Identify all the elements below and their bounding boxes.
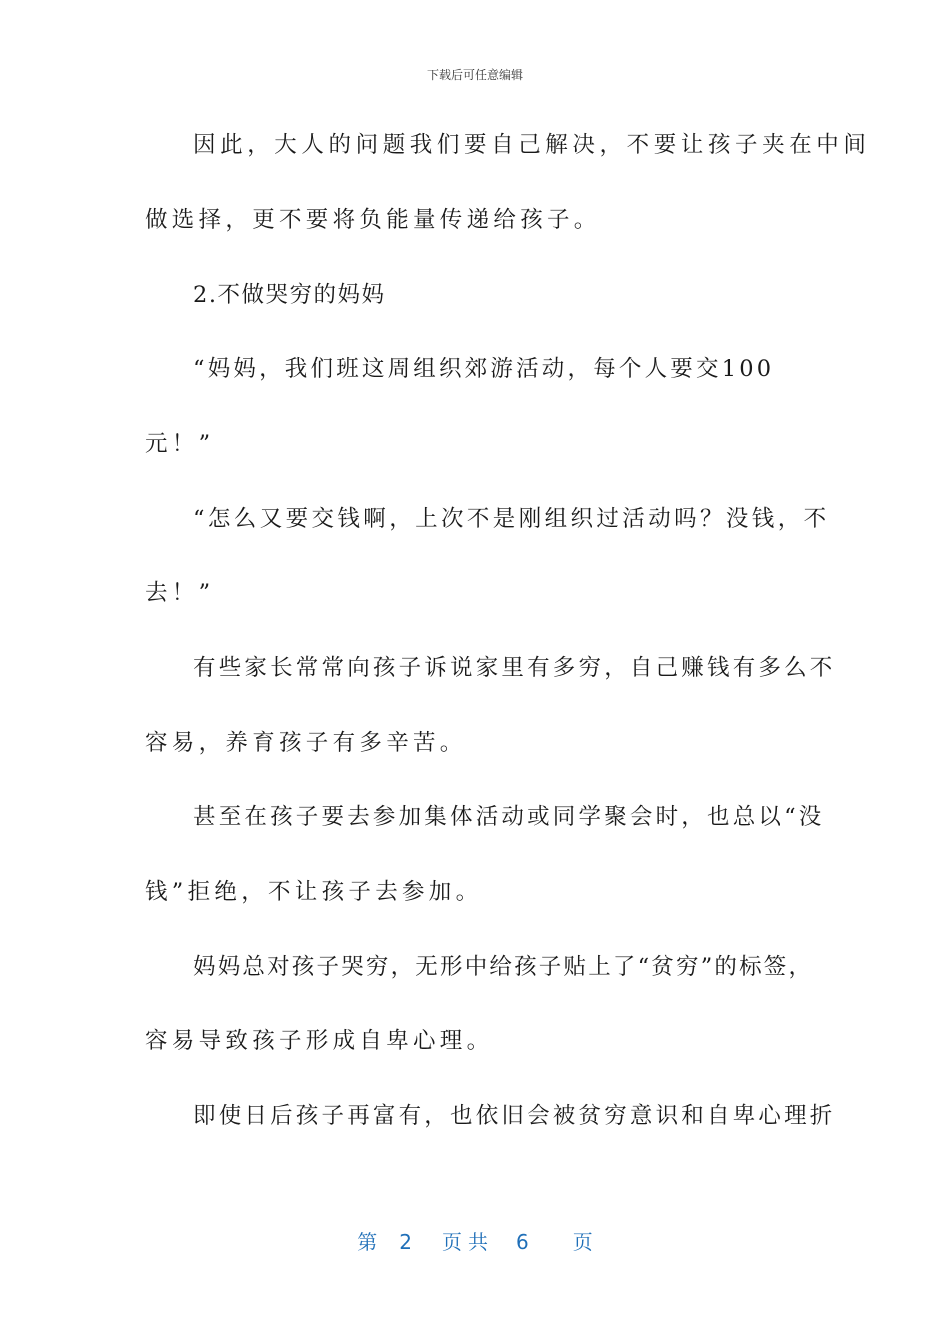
page-label-mid: 页共: [442, 1230, 494, 1254]
page-footer: [0, 1226, 950, 1255]
paragraph-line: 做选择，更不要将负能量传递给孩子。: [145, 207, 601, 233]
section-heading: 2.不做哭穷的妈妈: [193, 282, 386, 308]
paragraph-line: 有些家长常常向孩子诉说家里有多穷，自己赚钱有多么不: [193, 655, 836, 681]
paragraph-line: 容易，养育孩子有多辛苦。: [145, 730, 467, 756]
total-pages-number: 6: [516, 1230, 529, 1254]
paragraph-line: 即使日后孩子再富有，也依旧会被贫穷意识和自卑心理折: [193, 1103, 836, 1129]
page-label-suffix: 页: [572, 1230, 593, 1254]
paragraph-line: “怎么又要交钱啊，上次不是刚组织过活动吗？没钱，不: [193, 506, 830, 532]
paragraph-line: 因此，大人的问题我们要自己解决，不要让孩子夹在中间: [193, 132, 871, 158]
page-header: 下载后可任意编辑: [426, 68, 523, 82]
paragraph-line: 甚至在孩子要去参加集体活动或同学聚会时，也总以“没: [193, 804, 825, 830]
paragraph-line: 妈妈总对孩子哭穷，无形中给孩子贴上了“贫穷”的标签，: [193, 954, 814, 980]
current-page-number: 2: [399, 1230, 412, 1254]
paragraph-line: 容易导致孩子形成自卑心理。: [145, 1028, 494, 1054]
paragraph-line: “妈妈，我们班这周组织郊游活动，每个人要交100: [193, 356, 775, 382]
paragraph-line: 元！”: [145, 431, 215, 457]
paragraph-line: 钱”拒绝，不让孩子去参加。: [145, 879, 483, 905]
page-label-prefix: 第: [357, 1230, 378, 1254]
paragraph-line: 去！”: [145, 580, 215, 606]
